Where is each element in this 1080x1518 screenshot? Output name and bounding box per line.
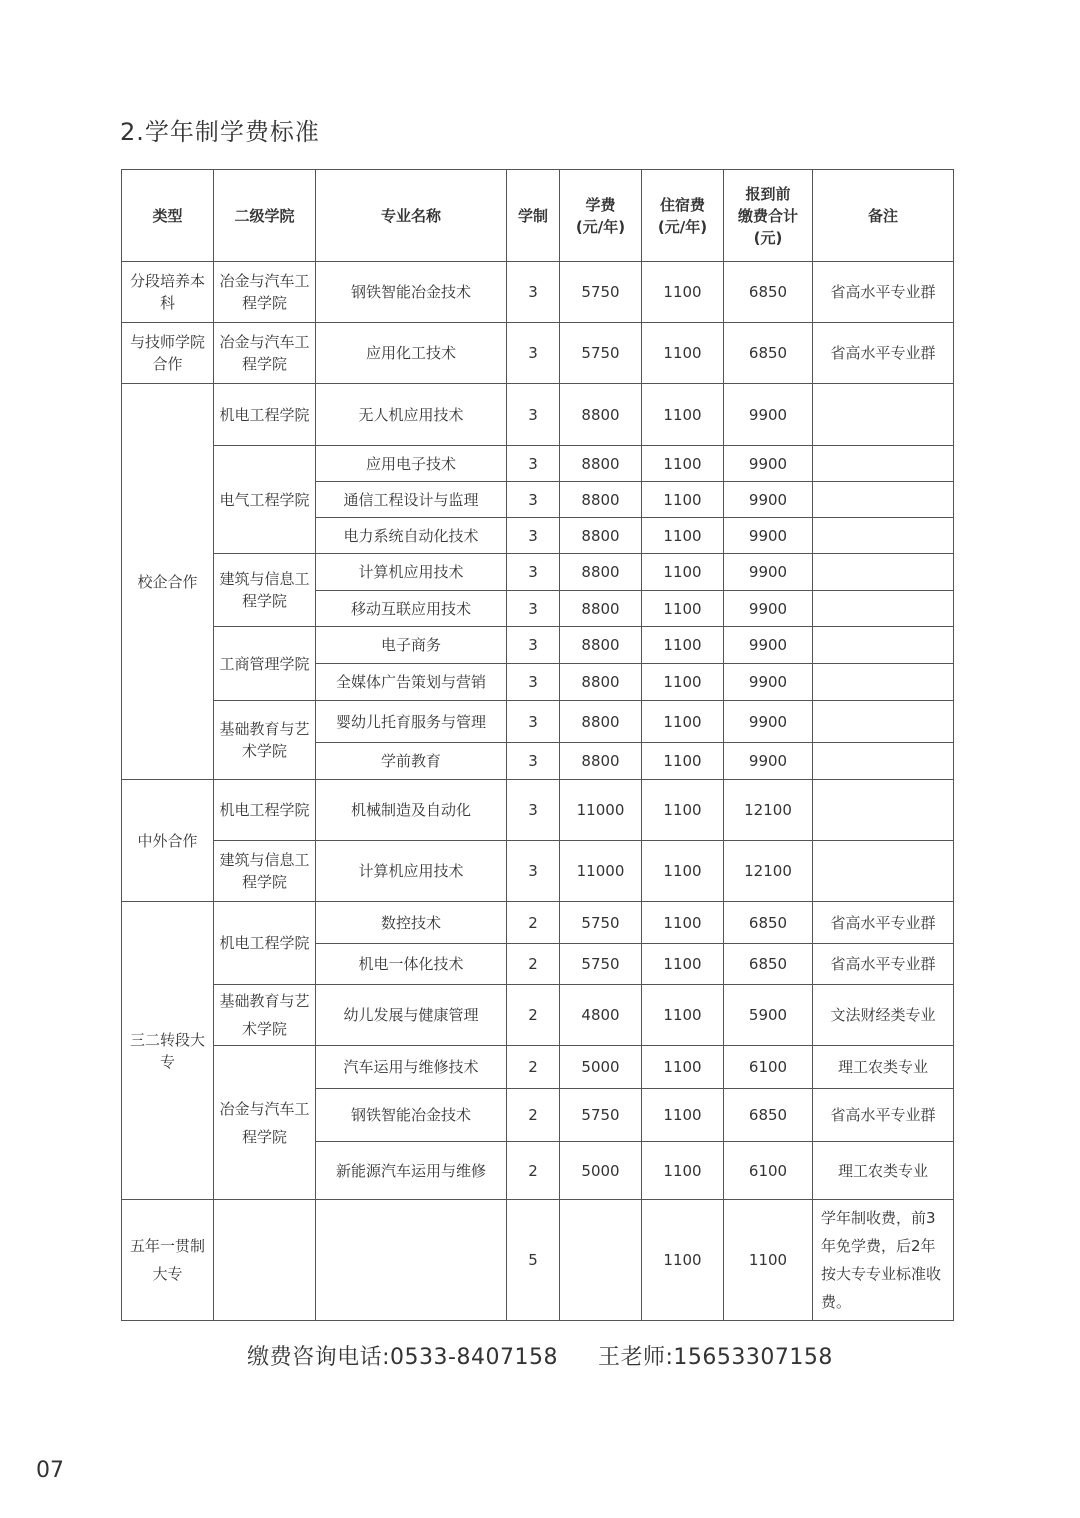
tuition-table <box>121 169 954 1321</box>
cell-dorm: 1100 <box>642 627 724 664</box>
cell-note <box>813 518 954 554</box>
cell-note <box>813 627 954 664</box>
cell-major: 婴幼儿托育服务与管理 <box>316 701 507 743</box>
cell-note <box>813 841 954 902</box>
cell-tuition: 8800 <box>560 482 642 518</box>
cell-major: 幼儿发展与健康管理 <box>316 985 507 1046</box>
cell-note: 省高水平专业群 <box>813 902 954 944</box>
cell-note: 省高水平专业群 <box>813 323 954 384</box>
cell-dorm: 1100 <box>642 554 724 591</box>
cell-tuition: 8800 <box>560 627 642 664</box>
cell-dorm: 1100 <box>642 262 724 323</box>
cell-major: 应用化工技术 <box>316 323 507 384</box>
cell-tuition: 11000 <box>560 841 642 902</box>
cell-dorm: 1100 <box>642 701 724 743</box>
header-note: 备注 <box>813 170 954 262</box>
cell-college: 冶金与汽车工程学院 <box>214 323 316 384</box>
cell-college: 冶金与汽车工程学院 <box>214 262 316 323</box>
cell-note: 文法财经类专业 <box>813 985 954 1046</box>
cell-dorm: 1100 <box>642 743 724 780</box>
cell-type: 中外合作 <box>122 780 214 902</box>
cell-dorm: 1100 <box>642 664 724 701</box>
cell-years: 5 <box>507 1200 560 1321</box>
cell-note: 理工农类专业 <box>813 1142 954 1200</box>
cell-tuition: 8800 <box>560 554 642 591</box>
cell-major: 数控技术 <box>316 902 507 944</box>
cell-total: 6850 <box>724 1089 813 1142</box>
cell-years: 3 <box>507 446 560 482</box>
cell-total: 9900 <box>724 482 813 518</box>
cell-tuition: 8800 <box>560 743 642 780</box>
table-row <box>122 323 954 384</box>
cell-tuition: 8800 <box>560 701 642 743</box>
cell-note <box>813 664 954 701</box>
cell-years: 2 <box>507 1046 560 1089</box>
table-row <box>122 446 954 482</box>
contact-info <box>0 1340 1080 1371</box>
table-header-row <box>122 170 954 262</box>
cell-years: 2 <box>507 902 560 944</box>
cell-note <box>813 554 954 591</box>
cell-major <box>316 1200 507 1321</box>
cell-dorm: 1100 <box>642 482 724 518</box>
cell-college: 机电工程学院 <box>214 902 316 985</box>
table-row <box>122 554 954 591</box>
cell-total: 9900 <box>724 554 813 591</box>
cell-major: 电力系统自动化技术 <box>316 518 507 554</box>
cell-years: 3 <box>507 841 560 902</box>
cell-total: 9900 <box>724 518 813 554</box>
cell-college: 机电工程学院 <box>214 384 316 446</box>
table-row <box>122 701 954 743</box>
cell-major: 应用电子技术 <box>316 446 507 482</box>
contact-teacher: 王老师:15653307158 <box>597 1345 833 1370</box>
table-row <box>122 627 954 664</box>
cell-college: 基础教育与艺术学院 <box>214 701 316 780</box>
cell-college: 工商管理学院 <box>214 627 316 701</box>
cell-total: 6850 <box>724 944 813 985</box>
cell-major: 机械制造及自动化 <box>316 780 507 841</box>
cell-major: 电子商务 <box>316 627 507 664</box>
cell-tuition: 8800 <box>560 384 642 446</box>
cell-years: 3 <box>507 323 560 384</box>
cell-college: 建筑与信息工程学院 <box>214 554 316 627</box>
cell-tuition: 5750 <box>560 1089 642 1142</box>
cell-years: 3 <box>507 701 560 743</box>
cell-dorm: 1100 <box>642 1046 724 1089</box>
cell-tuition: 5750 <box>560 262 642 323</box>
table-row <box>122 1046 954 1089</box>
cell-dorm: 1100 <box>642 446 724 482</box>
cell-tuition: 4800 <box>560 985 642 1046</box>
cell-dorm: 1100 <box>642 384 724 446</box>
cell-major: 钢铁智能冶金技术 <box>316 1089 507 1142</box>
cell-years: 3 <box>507 627 560 664</box>
table-row <box>122 384 954 446</box>
cell-dorm: 1100 <box>642 1200 724 1321</box>
cell-total: 6100 <box>724 1046 813 1089</box>
cell-years: 3 <box>507 262 560 323</box>
cell-major: 计算机应用技术 <box>316 554 507 591</box>
cell-type: 五年一贯制大专 <box>122 1200 214 1321</box>
table-row <box>122 841 954 902</box>
cell-type: 校企合作 <box>122 384 214 780</box>
cell-note <box>813 780 954 841</box>
cell-total: 9900 <box>724 701 813 743</box>
cell-tuition: 5000 <box>560 1142 642 1200</box>
cell-college: 机电工程学院 <box>214 780 316 841</box>
cell-dorm: 1100 <box>642 1089 724 1142</box>
cell-years: 2 <box>507 1142 560 1200</box>
cell-tuition: 8800 <box>560 591 642 627</box>
cell-years: 3 <box>507 518 560 554</box>
cell-total: 6850 <box>724 262 813 323</box>
table-row <box>122 1200 954 1321</box>
cell-total: 6850 <box>724 323 813 384</box>
header-tuition: 学费 (元/年) <box>560 170 642 262</box>
table-row <box>122 780 954 841</box>
cell-type: 分段培养本科 <box>122 262 214 323</box>
cell-years: 3 <box>507 664 560 701</box>
cell-years: 2 <box>507 944 560 985</box>
cell-total: 6850 <box>724 902 813 944</box>
cell-note <box>813 482 954 518</box>
cell-tuition: 8800 <box>560 446 642 482</box>
cell-dorm: 1100 <box>642 985 724 1046</box>
cell-major: 机电一体化技术 <box>316 944 507 985</box>
header-type: 类型 <box>122 170 214 262</box>
cell-major: 无人机应用技术 <box>316 384 507 446</box>
cell-college: 电气工程学院 <box>214 446 316 554</box>
cell-tuition: 8800 <box>560 664 642 701</box>
cell-dorm: 1100 <box>642 841 724 902</box>
cell-years: 2 <box>507 985 560 1046</box>
table-row <box>122 262 954 323</box>
cell-total: 9900 <box>724 743 813 780</box>
cell-major: 新能源汽车运用与维修 <box>316 1142 507 1200</box>
cell-total: 9900 <box>724 384 813 446</box>
header-dorm: 住宿费 (元/年) <box>642 170 724 262</box>
cell-tuition: 5750 <box>560 902 642 944</box>
cell-college <box>214 1200 316 1321</box>
contact-phone: 缴费咨询电话:0533-8407158 <box>247 1345 558 1370</box>
cell-total: 9900 <box>724 591 813 627</box>
cell-years: 3 <box>507 591 560 627</box>
cell-years: 2 <box>507 1089 560 1142</box>
cell-total: 9900 <box>724 664 813 701</box>
cell-dorm: 1100 <box>642 323 724 384</box>
cell-note <box>813 384 954 446</box>
cell-years: 3 <box>507 384 560 446</box>
cell-note <box>813 446 954 482</box>
cell-note: 省高水平专业群 <box>813 1089 954 1142</box>
cell-tuition: 11000 <box>560 780 642 841</box>
cell-dorm: 1100 <box>642 944 724 985</box>
cell-note: 学年制收费，前3年免学费，后2年按大专专业标准收费。 <box>813 1200 954 1321</box>
cell-total: 6100 <box>724 1142 813 1200</box>
cell-tuition: 5750 <box>560 323 642 384</box>
cell-total: 1100 <box>724 1200 813 1321</box>
header-total: 报到前 缴费合计 (元) <box>724 170 813 262</box>
cell-note <box>813 591 954 627</box>
cell-note <box>813 701 954 743</box>
cell-dorm: 1100 <box>642 591 724 627</box>
cell-note: 理工农类专业 <box>813 1046 954 1089</box>
table-row <box>122 902 954 944</box>
cell-total: 12100 <box>724 780 813 841</box>
header-major: 专业名称 <box>316 170 507 262</box>
cell-major: 移动互联应用技术 <box>316 591 507 627</box>
cell-years: 3 <box>507 780 560 841</box>
cell-type: 三二转段大专 <box>122 902 214 1200</box>
header-college: 二级学院 <box>214 170 316 262</box>
cell-tuition <box>560 1200 642 1321</box>
cell-note <box>813 743 954 780</box>
cell-major: 学前教育 <box>316 743 507 780</box>
cell-tuition: 8800 <box>560 518 642 554</box>
cell-college: 基础教育与艺术学院 <box>214 985 316 1046</box>
cell-major: 通信工程设计与监理 <box>316 482 507 518</box>
cell-dorm: 1100 <box>642 902 724 944</box>
cell-major: 计算机应用技术 <box>316 841 507 902</box>
header-years: 学制 <box>507 170 560 262</box>
cell-years: 3 <box>507 743 560 780</box>
cell-years: 3 <box>507 554 560 591</box>
cell-major: 汽车运用与维修技术 <box>316 1046 507 1089</box>
cell-college: 冶金与汽车工程学院 <box>214 1046 316 1200</box>
page-number: 07 <box>36 1458 64 1483</box>
cell-total: 9900 <box>724 446 813 482</box>
cell-note: 省高水平专业群 <box>813 262 954 323</box>
cell-dorm: 1100 <box>642 1142 724 1200</box>
cell-type: 与技师学院合作 <box>122 323 214 384</box>
cell-tuition: 5000 <box>560 1046 642 1089</box>
cell-years: 3 <box>507 482 560 518</box>
cell-tuition: 5750 <box>560 944 642 985</box>
cell-dorm: 1100 <box>642 518 724 554</box>
cell-major: 全媒体广告策划与营销 <box>316 664 507 701</box>
cell-dorm: 1100 <box>642 780 724 841</box>
cell-total: 5900 <box>724 985 813 1046</box>
cell-major: 钢铁智能冶金技术 <box>316 262 507 323</box>
page-title: 2.学年制学费标准 <box>120 118 320 146</box>
cell-total: 12100 <box>724 841 813 902</box>
cell-note: 省高水平专业群 <box>813 944 954 985</box>
table-row <box>122 985 954 1046</box>
cell-total: 9900 <box>724 627 813 664</box>
cell-college: 建筑与信息工程学院 <box>214 841 316 902</box>
